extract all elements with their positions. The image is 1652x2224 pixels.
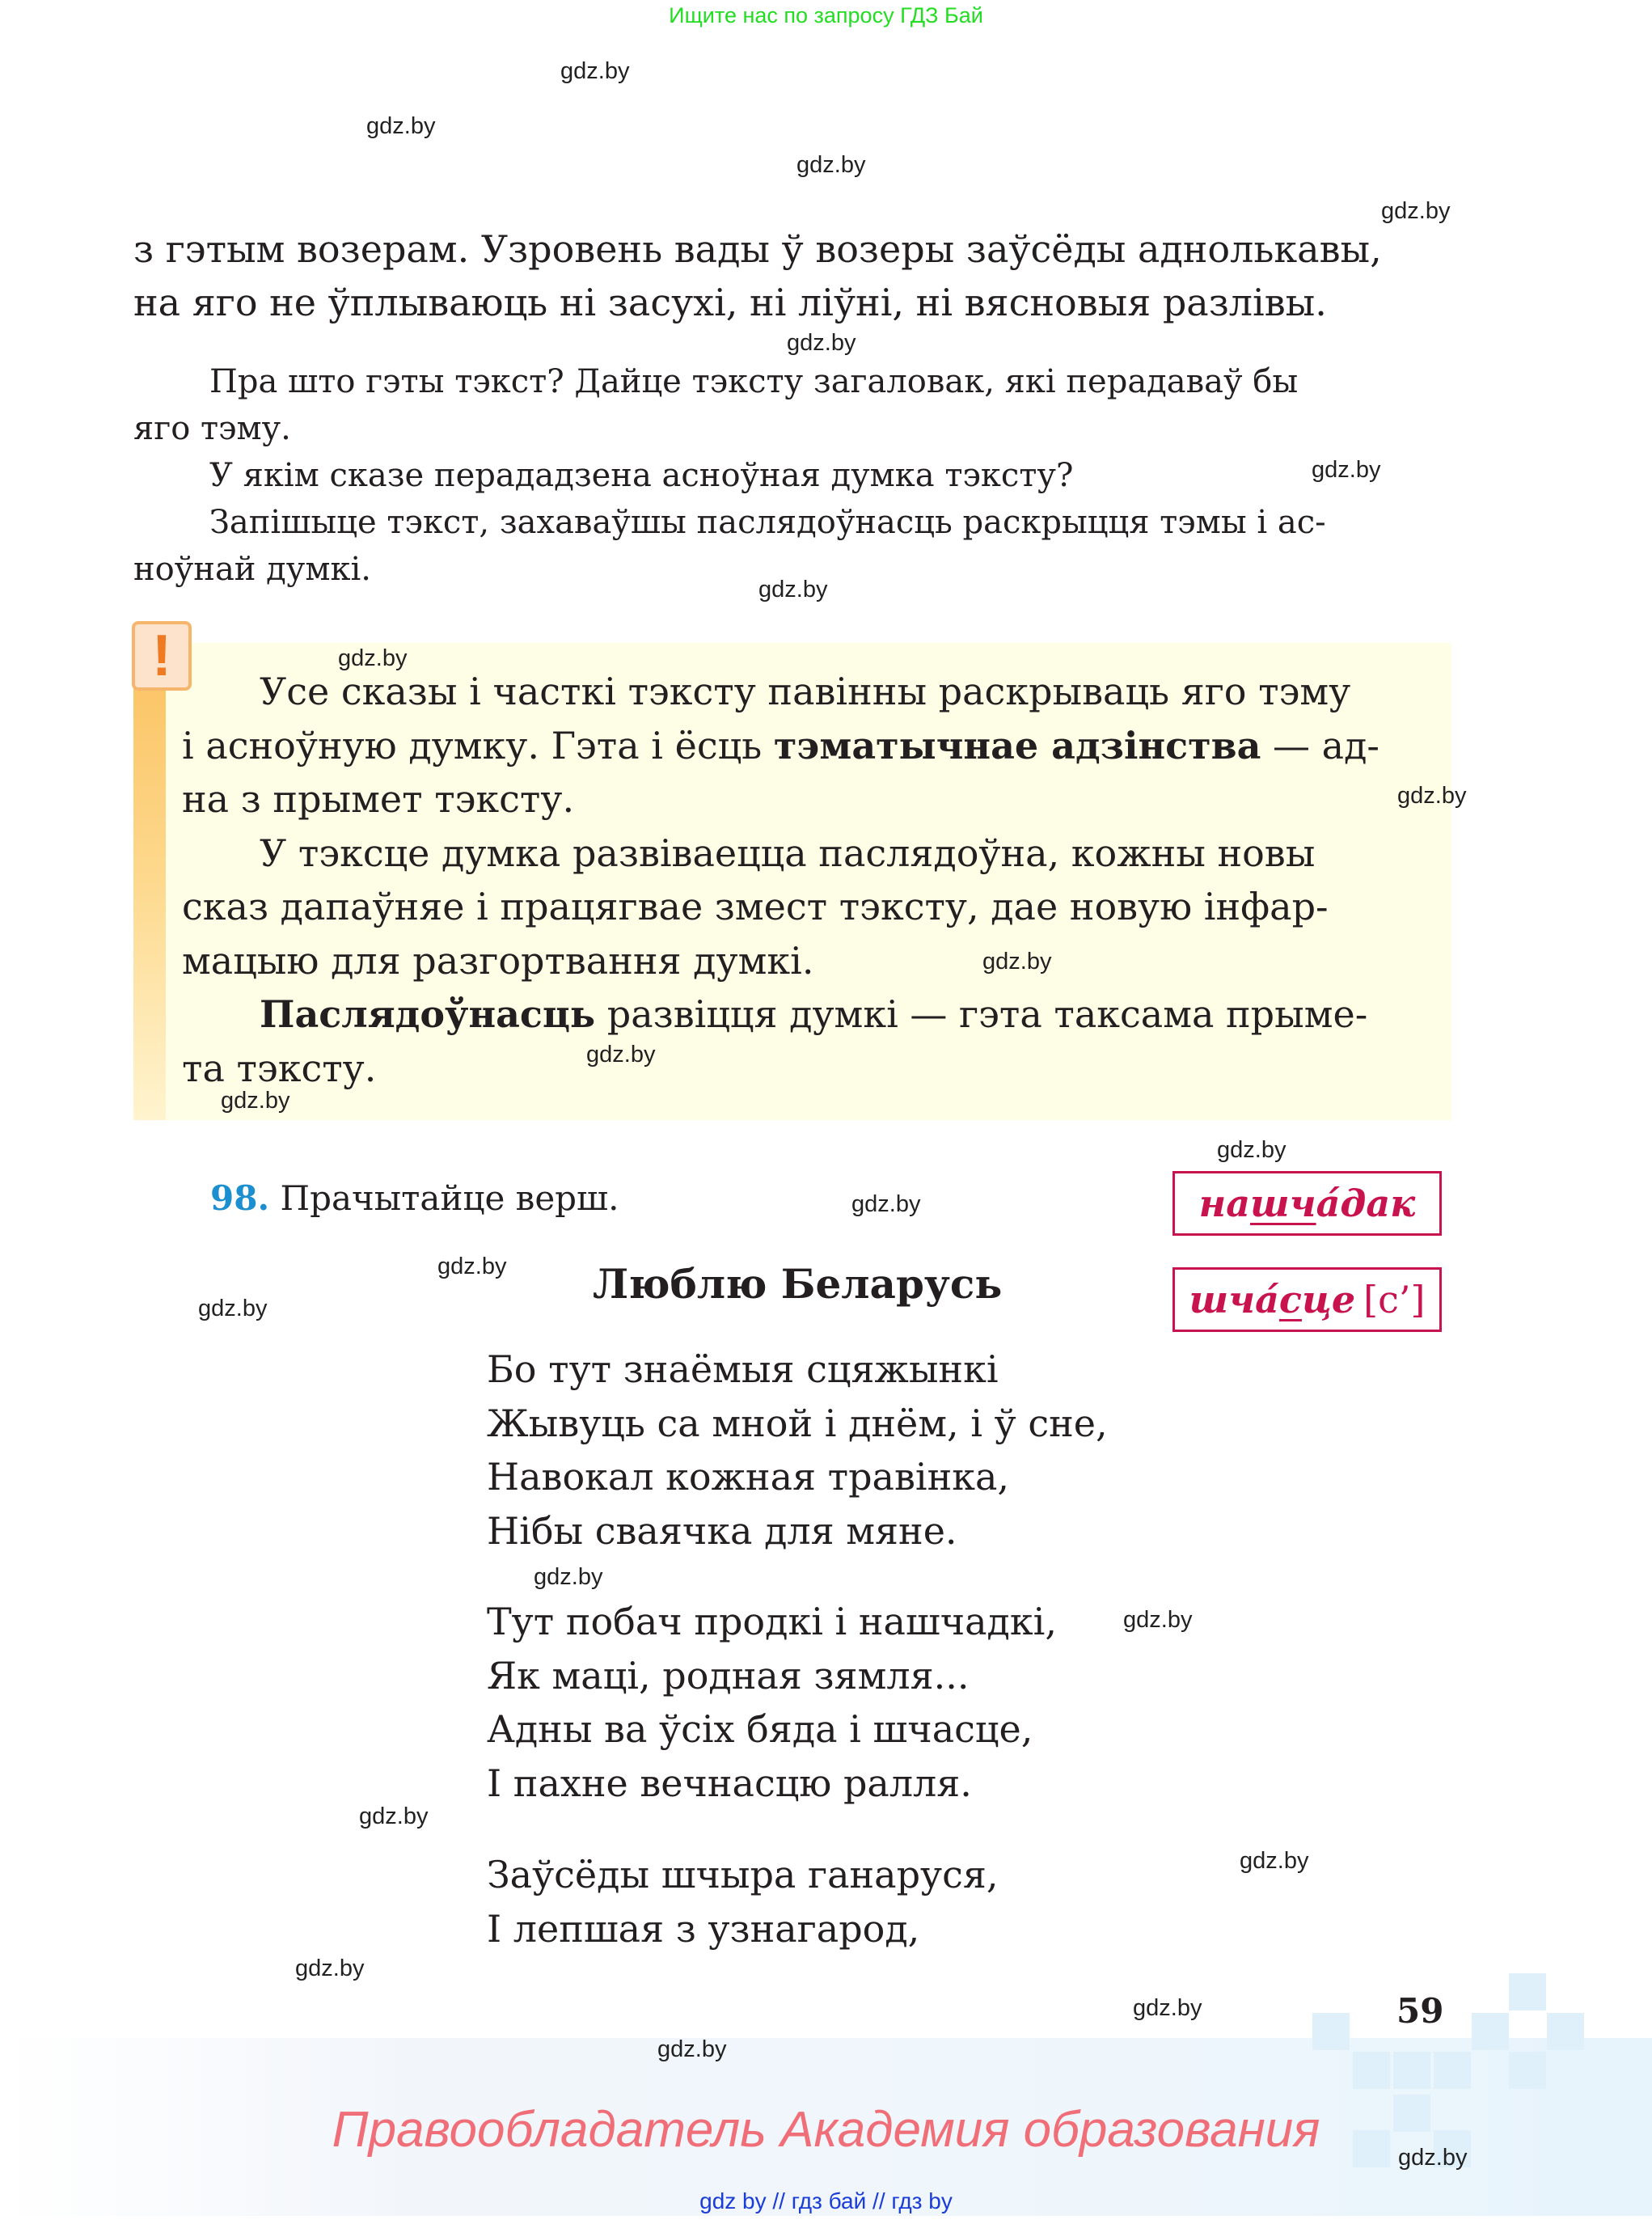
note-line: мацыю для разгортвання думкі. [182, 938, 814, 983]
poem-line: Як маці, родная зямля... [487, 1653, 970, 1698]
word-box-shchasce: шча́ с це [с’] [1172, 1267, 1442, 1332]
poem-line: Бо тут знаёмыя сцяжынкі [487, 1347, 999, 1391]
intro-line: з гэтым возерам. Узровень вады ў возеры заўсёды аднолькавы, [133, 227, 1382, 271]
note-line: Паслядоўнасць развіцця думкі — гэта таксама прыме- [260, 992, 1368, 1036]
watermark: gdz.by [560, 58, 630, 84]
watermark: gdz.by [198, 1296, 268, 1321]
exercise-number: 98. [210, 1178, 270, 1218]
intro-line: на яго не ўплываюць ні засухі, ні ліўні, ні вясновыя разлівы. [133, 281, 1327, 324]
watermark: gdz.by [221, 1088, 290, 1114]
watermark: gdz.by [366, 113, 436, 139]
question-3-cont: ноўнай думкі. [133, 551, 371, 588]
rule-note-bar [133, 643, 166, 1120]
note-line: і асноўную думку. Гэта і ёсць тэматычнае адзінства — ад- [182, 723, 1379, 767]
term-thematic-unity: тэматычнае адзінства [773, 723, 1261, 767]
poem-line: Заўсёды шчыра ганаруся, [487, 1853, 999, 1896]
poem-line: І пахне вечнасцю ралля. [487, 1761, 972, 1805]
poem-line: Адны ва ўсіх бяда і шчасце, [487, 1707, 1033, 1751]
watermark: gdz.by [1123, 1607, 1193, 1633]
watermark: gdz.by [851, 1191, 921, 1217]
watermark: gdz.by [1398, 2145, 1468, 2171]
question-2: У якім сказе перададзена асноўная думка тэксту? [209, 457, 1074, 494]
note-line: У тэксце думка развіваецца паслядоўна, кожны новы [260, 831, 1316, 875]
question-3: Запішыце тэкст, захаваўшы паслядоўнасць раскрыцця тэмы і ас- [209, 504, 1326, 541]
watermark: gdz.by [359, 1803, 429, 1829]
watermark: gdz.by [295, 1956, 365, 1981]
bottom-links[interactable]: gdz by // гдз бай // гдз by [699, 2188, 953, 2213]
watermark: gdz.by [1397, 783, 1467, 809]
note-line: на з прымет тэксту. [182, 777, 575, 821]
poem-line: Нібы сваячка для мяне. [487, 1508, 957, 1553]
exclamation-icon: ! [132, 621, 192, 691]
poem-stanza-2 [487, 1595, 1057, 1810]
questions [133, 358, 1443, 593]
watermark: gdz.by [657, 2036, 727, 2062]
rule-note-text [182, 665, 1419, 1095]
question-1: Пра што гэты тэкст? Дайце тэксту загаловак, які перадаваў бы [209, 363, 1299, 400]
watermark: gdz.by [437, 1254, 507, 1279]
note-line: та тэксту. [182, 1046, 377, 1090]
watermark: gdz.by [982, 949, 1052, 975]
poem-stanza-3 [487, 1848, 999, 1956]
word-box-nashchadak: на шч а́дак [1172, 1171, 1442, 1236]
watermark: gdz.by [787, 330, 856, 356]
watermark: gdz.by [586, 1042, 656, 1068]
page-number: 59 [1396, 1991, 1444, 2031]
question-1-cont: яго тэму. [133, 410, 291, 447]
term-sequence: Паслядоўнасць [260, 992, 596, 1036]
intro-paragraph [133, 222, 1451, 329]
poem-line: Навокал кожная травінка, [487, 1455, 1010, 1499]
note-line: сказ дапаўняе і працягвае змест тэксту, дае новую інфар- [182, 885, 1329, 928]
watermark: gdz.by [1240, 1848, 1309, 1874]
watermark: gdz.by [1217, 1137, 1287, 1163]
poem-title: Люблю Беларусь [593, 1260, 1003, 1308]
copyright-notice: Правообладатель Академия образования [332, 2102, 1320, 2158]
watermark: gdz.by [338, 645, 408, 671]
poem-line: І лепшая з узнагарод, [487, 1906, 920, 1951]
watermark: gdz.by [534, 1564, 603, 1590]
watermark: gdz.by [1133, 1995, 1202, 2021]
note-line: Усе сказы і часткі тэксту павінны раскрываць яго тэму [260, 670, 1351, 713]
poem-line: Тут побач продкі і нашчадкі, [487, 1600, 1057, 1643]
exercise-instruction: Прачытайце верш. [280, 1178, 619, 1218]
watermark: gdz.by [1381, 198, 1451, 224]
watermark: gdz.by [758, 577, 828, 603]
poem-line: Жывуць са мной і днём, і ў сне, [487, 1401, 1108, 1445]
watermark: gdz.by [796, 152, 866, 178]
watermark: gdz.by [1312, 457, 1381, 483]
top-banner[interactable]: Ищите нас по запросу ГДЗ Бай [669, 3, 983, 27]
poem-stanza-1 [487, 1342, 1108, 1558]
exercise-header [210, 1175, 619, 1222]
